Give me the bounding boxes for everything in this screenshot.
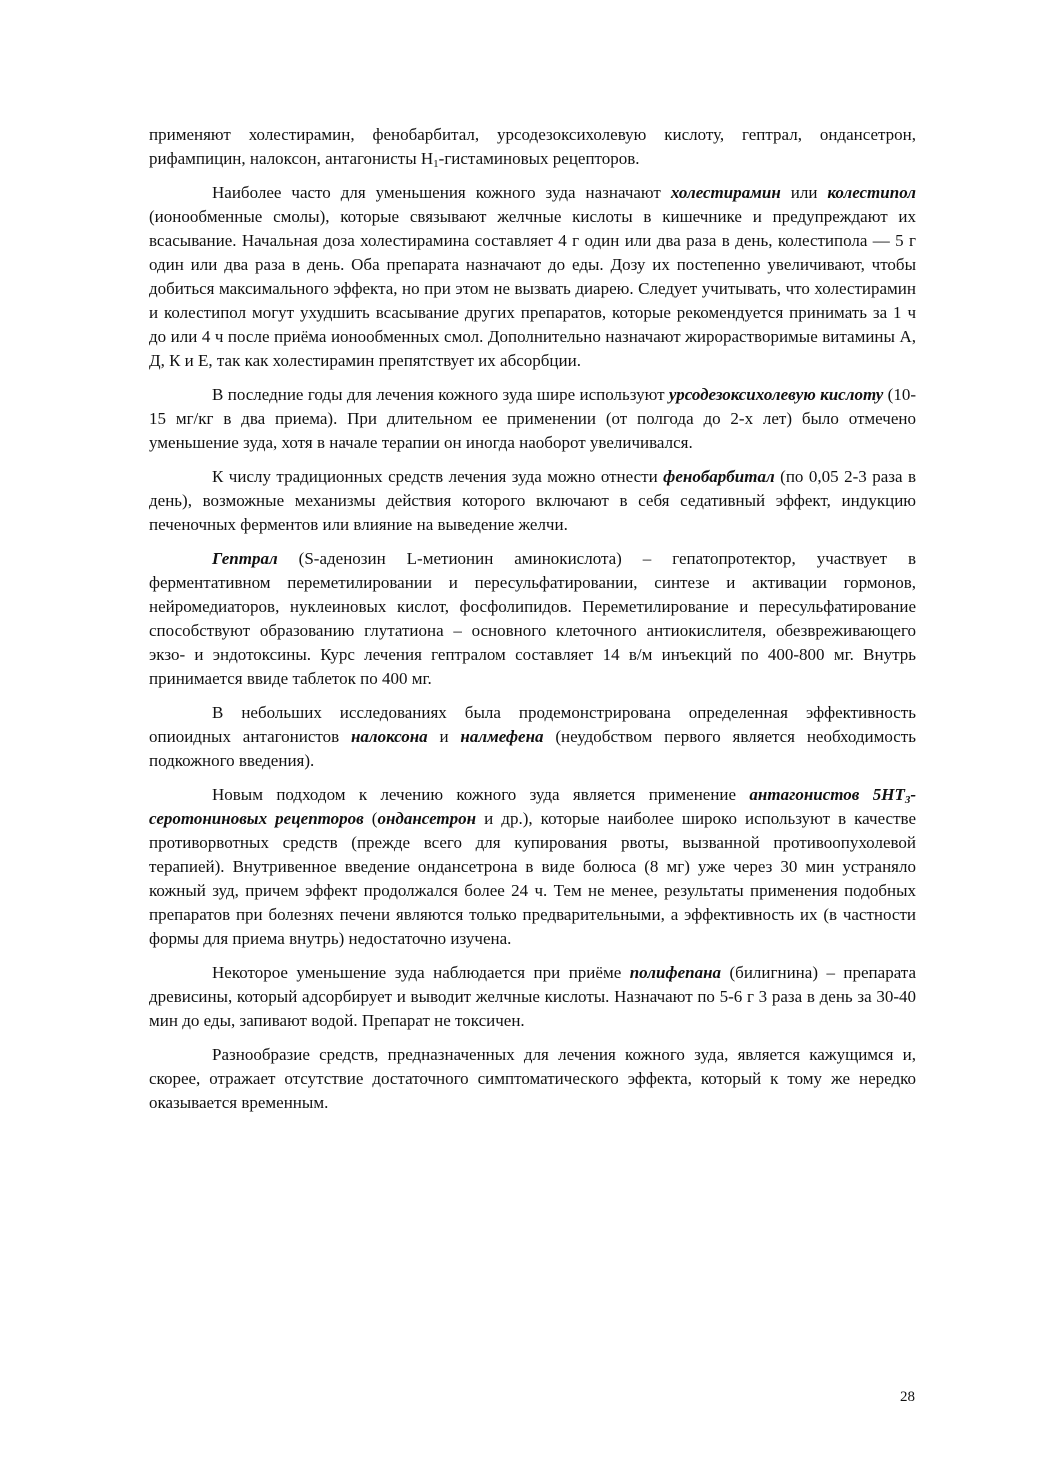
subscript-text: 1 (433, 158, 439, 170)
paragraph-8 (149, 961, 916, 1033)
text-run: применяют холестирамин, фенобарбитал, урсодезоксихолевую кислоту, гептрал, ондансетрон, рифампицин, налоксон, антагонисты Н (149, 125, 916, 168)
emphasized-term: фенобарбитал (663, 467, 775, 486)
page-number: 28 (900, 1389, 915, 1405)
text-run: К числу традиционных средств лечения зуда можно отнести (212, 467, 664, 486)
text-run: Новым подходом к лечению кожного зуда является применение (212, 785, 750, 804)
text-run: В последние годы для лечения кожного зуда шире используют (212, 385, 669, 404)
text-run: -гистаминовых рецепторов. (438, 149, 640, 168)
paragraph-9 (149, 1043, 916, 1115)
emphasized-term: -серотониновых рецепторов (149, 785, 917, 828)
text-run: (по 0,05 2-3 раза в день), возможные механизмы действия которого включают в себя седативный эффект, индукцию печеночных ферментов или влияние на выведение желчи. (149, 467, 916, 534)
emphasized-term: полифепана (629, 963, 722, 982)
text-run: (неудобством первого является необходимость подкожного введения). (149, 727, 916, 770)
subscript-text: 3 (904, 794, 911, 806)
paragraph-6 (149, 701, 916, 773)
text-run: Наиболее часто для уменьшения кожного зуда назначают (212, 183, 671, 202)
body-text (149, 123, 916, 1125)
paragraph-1 (149, 123, 916, 171)
paragraph-4 (149, 465, 916, 537)
emphasized-term: налмефена (460, 727, 544, 746)
text-run: (10-15 мг/кг в два приема). При длительном ее применении (от полгода до 2-х лет) было отмечено уменьшение зуда, хотя в начале терапии он иногда наоборот увеличивался. (149, 385, 916, 452)
text-run: и (427, 727, 461, 746)
paragraph-3 (149, 383, 916, 455)
text-run: ( (363, 809, 378, 828)
paragraph-7 (149, 783, 916, 951)
text-run: (ионообменные смолы), которые связывают желчные кислоты в кишечнике и предупреждают их всасывание. Начальная доза холестирамина составляет 4 г один или два раза в день, колестипола — 5 г один или два раза в день. Оба препарата назначают до еды. Дозу их постепенно увеличивают, чтобы добиться максимального эффекта, но при этом не вызвать диарею. Следует учитывать, что холестирамин и колестипол могут ухудшить всасывание других препаратов, которые рекомендуется принимать за 1 ч до или 4 ч после приёма ионообменных смол. Дополнительно назначают жирорастворимые витамины А, Д, К и Е, так как холестирамин препятствует их абсорбции. (149, 207, 916, 370)
text-run: В небольших исследованиях была продемонстрирована определенная эффективность опиоидных антагонистов (149, 703, 916, 746)
text-run: или (780, 183, 828, 202)
emphasized-term: урсодезоксихолевую кислоту (668, 385, 884, 404)
text-run: (билигнина) – препарата древисины, который адсорбирует и выводит желчные кислоты. Назначают по 5-6 г 3 раза в день за 30-40 мин до еды, запивают водой. Препарат не токсичен. (149, 963, 916, 1030)
emphasized-term: ондансетрон (377, 809, 477, 828)
text-run: Некоторое уменьшение зуда наблюдается при приёме (212, 963, 630, 982)
text-run: и др.), которые наиболее широко используют в качестве противорвотных средств (прежде всего для купирования рвоты, вызванной противоопухолевой терапией). Внутривенное введение ондансетрона в виде болюса (8 мг) уже через 30 мин устраняло кожный зуд, причем эффект продолжался более 24 ч. Тем не менее, результаты применения подобных препаратов при болезнях печени являются только предварительными, а эффективность их (в частности формы для приема внутрь) недостаточно изучена. (149, 809, 916, 948)
paragraph-2 (149, 181, 916, 373)
paragraph-5 (149, 547, 916, 691)
emphasized-term: антагонистов 5НТ (749, 785, 905, 804)
emphasized-term: налоксона (350, 727, 428, 746)
emphasized-term: холестирамин (670, 183, 781, 202)
emphasized-term: Гептрал (212, 549, 278, 568)
text-run: (S-аденозин L-метионин аминокислота) – гепатопротектор, участвует в ферментативном переметилировании и пересульфатировании, синтезе и активации гормонов, нейромедиаторов, нуклеиновых кислот, фосфолипидов. Переметилирование и пересульфатирование способствуют образованию глутатиона – основного клеточного антиокислителя, обезвреживающего экзо- и эндотоксины. Курс лечения гептралом составляет 14 в/м инъекций по 400-800 мг. Внутрь принимается ввиде таблеток по 400 мг. (149, 549, 916, 688)
text-run: Разнообразие средств, предназначенных для лечения кожного зуда, является кажущимся и, скорее, отражает отсутствие достаточного симптоматического эффекта, который к тому же нередко оказывается временным. (149, 1045, 916, 1112)
emphasized-term: колестипол (827, 183, 916, 202)
